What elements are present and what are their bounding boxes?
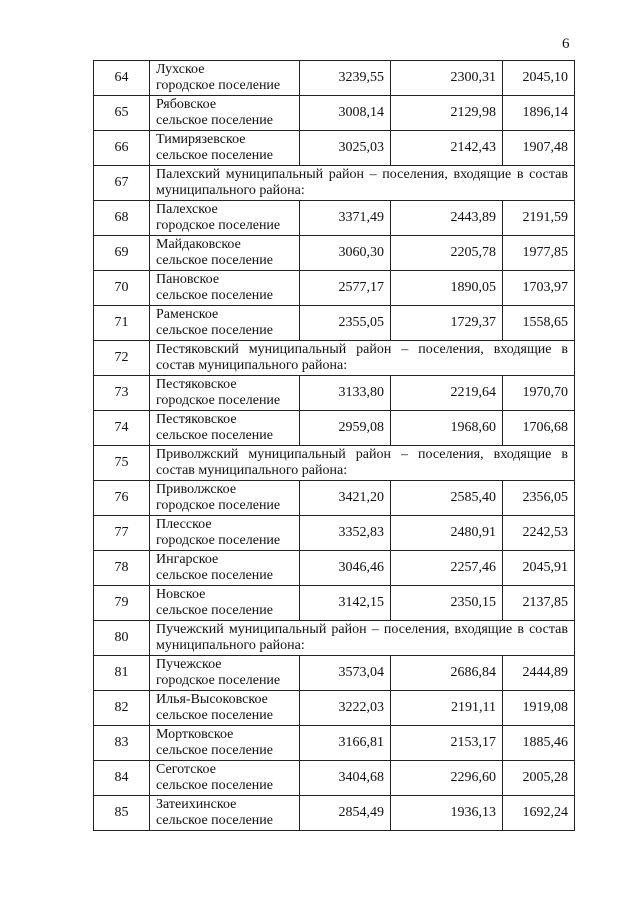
settlement-type-line2: сельское поселение <box>156 113 273 128</box>
value-cell-3: 2045,91 <box>503 551 575 586</box>
row-number: 71 <box>94 306 150 341</box>
district-row <box>94 621 575 656</box>
row-number: 77 <box>94 516 150 551</box>
table-row <box>94 516 575 551</box>
table-row <box>94 236 575 271</box>
row-number: 83 <box>94 726 150 761</box>
value-cell-3: 2356,05 <box>503 481 575 516</box>
table-row <box>94 551 575 586</box>
row-number: 80 <box>94 621 150 656</box>
row-number: 68 <box>94 201 150 236</box>
district-heading: Приволжский муниципальный район – поселения, входящие в состав муниципального района: <box>150 446 575 481</box>
value-cell-3: 2242,53 <box>503 516 575 551</box>
value-cell-1: 3421,20 <box>300 481 391 516</box>
value-cell-2: 2686,84 <box>391 656 503 691</box>
value-cell-2: 2480,91 <box>391 516 503 551</box>
value-cell-2: 2350,15 <box>391 586 503 621</box>
settlement-type-line2: сельское поселение <box>156 708 273 723</box>
value-cell-2: 1729,37 <box>391 306 503 341</box>
table-row <box>94 691 575 726</box>
row-number: 78 <box>94 551 150 586</box>
table-row <box>94 96 575 131</box>
value-cell-3: 2191,59 <box>503 201 575 236</box>
settlement-name <box>150 61 300 96</box>
settlement-name-line1: Приволжское <box>156 482 237 497</box>
table-row <box>94 376 575 411</box>
district-heading: Пестяковский муниципальный район – поселения, входящие в состав муниципального района: <box>150 341 575 376</box>
settlement-name-line1: Новское <box>156 587 206 602</box>
value-cell-2: 2300,31 <box>391 61 503 96</box>
settlement-name-line1: Илья-Высоковское <box>156 692 268 707</box>
value-cell-1: 3573,04 <box>300 656 391 691</box>
value-cell-1: 3142,15 <box>300 586 391 621</box>
value-cell-1: 3133,80 <box>300 376 391 411</box>
settlement-type-line2: сельское поселение <box>156 813 273 828</box>
table-row <box>94 796 575 831</box>
settlement-name-line1: Пановское <box>156 272 220 287</box>
row-number: 81 <box>94 656 150 691</box>
value-cell-1: 3008,14 <box>300 96 391 131</box>
table-row <box>94 726 575 761</box>
value-cell-2: 2257,46 <box>391 551 503 586</box>
table-row <box>94 761 575 796</box>
settlement-name <box>150 96 300 131</box>
settlement-name <box>150 551 300 586</box>
settlement-name <box>150 656 300 691</box>
settlement-cost-table <box>93 60 575 831</box>
settlement-name-line1: Майдаковское <box>156 237 241 252</box>
settlement-name <box>150 726 300 761</box>
value-cell-3: 2444,89 <box>503 656 575 691</box>
settlement-name-line1: Плесское <box>156 517 212 532</box>
settlement-name <box>150 586 300 621</box>
value-cell-1: 3046,46 <box>300 551 391 586</box>
value-cell-1: 3371,49 <box>300 201 391 236</box>
value-cell-2: 2129,98 <box>391 96 503 131</box>
value-cell-1: 2959,08 <box>300 411 391 446</box>
settlement-name-line1: Рябовское <box>156 97 217 112</box>
value-cell-3: 1977,85 <box>503 236 575 271</box>
settlement-type-line2: сельское поселение <box>156 743 273 758</box>
settlement-name-line1: Сеготское <box>156 762 216 777</box>
value-cell-3: 1896,14 <box>503 96 575 131</box>
table-row <box>94 586 575 621</box>
value-cell-1: 2355,05 <box>300 306 391 341</box>
value-cell-3: 1885,46 <box>503 726 575 761</box>
value-cell-3: 1703,97 <box>503 271 575 306</box>
value-cell-2: 2219,64 <box>391 376 503 411</box>
settlement-type-line2: городское поселение <box>156 78 281 93</box>
value-cell-2: 2205,78 <box>391 236 503 271</box>
settlement-type-line2: городское поселение <box>156 498 281 513</box>
table-row <box>94 306 575 341</box>
settlement-name-line1: Палехское <box>156 202 218 217</box>
value-cell-2: 2443,89 <box>391 201 503 236</box>
value-cell-1: 3239,55 <box>300 61 391 96</box>
settlement-name <box>150 306 300 341</box>
value-cell-2: 2191,11 <box>391 691 503 726</box>
settlement-name <box>150 516 300 551</box>
settlement-name <box>150 236 300 271</box>
table-row <box>94 61 575 96</box>
settlement-name <box>150 271 300 306</box>
value-cell-3: 2137,85 <box>503 586 575 621</box>
value-cell-1: 2854,49 <box>300 796 391 831</box>
settlement-name-line1: Мортковское <box>156 727 234 742</box>
settlement-name-line1: Затеихинское <box>156 797 237 812</box>
district-row <box>94 341 575 376</box>
settlement-type-line2: сельское поселение <box>156 253 273 268</box>
settlement-name <box>150 411 300 446</box>
value-cell-2: 1968,60 <box>391 411 503 446</box>
settlement-type-line2: городское поселение <box>156 673 281 688</box>
settlement-type-line2: сельское поселение <box>156 323 273 338</box>
settlement-name-line1: Пестяковское <box>156 412 237 427</box>
value-cell-3: 1907,48 <box>503 131 575 166</box>
settlement-type-line2: сельское поселение <box>156 428 273 443</box>
row-number: 82 <box>94 691 150 726</box>
settlement-name <box>150 691 300 726</box>
row-number: 70 <box>94 271 150 306</box>
settlement-name-line1: Ингарское <box>156 552 219 567</box>
settlement-type-line2: сельское поселение <box>156 778 273 793</box>
value-cell-1: 3060,30 <box>300 236 391 271</box>
value-cell-2: 2296,60 <box>391 761 503 796</box>
value-cell-3: 1692,24 <box>503 796 575 831</box>
settlement-name-line1: Тимирязевское <box>156 132 246 147</box>
table-row <box>94 411 575 446</box>
settlement-type-line2: сельское поселение <box>156 148 273 163</box>
district-heading: Пучежский муниципальный район – поселения, входящие в состав муниципального района: <box>150 621 575 656</box>
value-cell-2: 1890,05 <box>391 271 503 306</box>
row-number: 73 <box>94 376 150 411</box>
settlement-name <box>150 201 300 236</box>
settlement-name-line1: Раменское <box>156 307 219 322</box>
settlement-name <box>150 761 300 796</box>
settlement-name-line1: Лухское <box>156 62 205 77</box>
page-number: 6 <box>562 36 570 52</box>
row-number: 72 <box>94 341 150 376</box>
value-cell-1: 2577,17 <box>300 271 391 306</box>
row-number: 66 <box>94 131 150 166</box>
settlement-type-line2: городское поселение <box>156 393 281 408</box>
settlement-name-line1: Пестяковское <box>156 377 237 392</box>
table-row <box>94 131 575 166</box>
value-cell-2: 2153,17 <box>391 726 503 761</box>
value-cell-3: 1919,08 <box>503 691 575 726</box>
table-row <box>94 271 575 306</box>
settlement-type-line2: сельское поселение <box>156 603 273 618</box>
table-row <box>94 481 575 516</box>
district-row <box>94 446 575 481</box>
row-number: 69 <box>94 236 150 271</box>
value-cell-3: 1706,68 <box>503 411 575 446</box>
row-number: 85 <box>94 796 150 831</box>
settlement-name <box>150 796 300 831</box>
settlement-name-line1: Пучежское <box>156 657 222 672</box>
value-cell-1: 3352,83 <box>300 516 391 551</box>
value-cell-3: 1558,65 <box>503 306 575 341</box>
settlement-type-line2: городское поселение <box>156 218 281 233</box>
settlement-type-line2: сельское поселение <box>156 288 273 303</box>
district-row <box>94 166 575 201</box>
value-cell-2: 1936,13 <box>391 796 503 831</box>
row-number: 74 <box>94 411 150 446</box>
row-number: 79 <box>94 586 150 621</box>
settlement-type-line2: сельское поселение <box>156 568 273 583</box>
table-row <box>94 201 575 236</box>
settlement-name <box>150 376 300 411</box>
row-number: 65 <box>94 96 150 131</box>
value-cell-2: 2142,43 <box>391 131 503 166</box>
settlement-type-line2: городское поселение <box>156 533 281 548</box>
value-cell-3: 2005,28 <box>503 761 575 796</box>
value-cell-1: 3166,81 <box>300 726 391 761</box>
value-cell-2: 2585,40 <box>391 481 503 516</box>
district-heading: Палехский муниципальный район – поселения, входящие в состав муниципального района: <box>150 166 575 201</box>
settlement-name <box>150 131 300 166</box>
table-body <box>94 61 575 831</box>
row-number: 84 <box>94 761 150 796</box>
value-cell-1: 3025,03 <box>300 131 391 166</box>
value-cell-3: 2045,10 <box>503 61 575 96</box>
settlement-name <box>150 481 300 516</box>
row-number: 75 <box>94 446 150 481</box>
value-cell-3: 1970,70 <box>503 376 575 411</box>
row-number: 64 <box>94 61 150 96</box>
row-number: 67 <box>94 166 150 201</box>
value-cell-1: 3404,68 <box>300 761 391 796</box>
table-row <box>94 656 575 691</box>
value-cell-1: 3222,03 <box>300 691 391 726</box>
row-number: 76 <box>94 481 150 516</box>
